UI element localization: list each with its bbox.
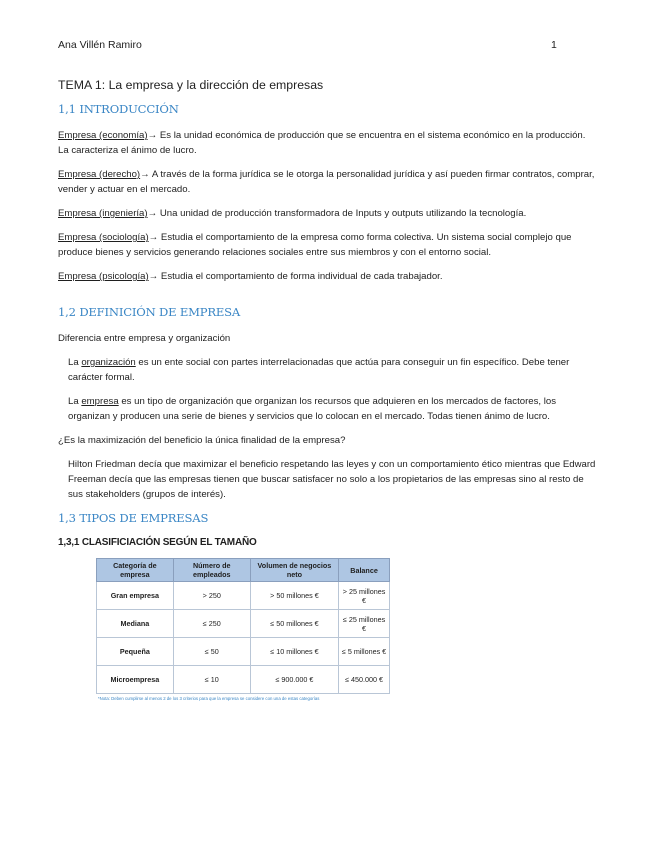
document-title: TEMA 1: La empresa y la dirección de empresas xyxy=(58,78,324,92)
spacer xyxy=(58,293,598,305)
section-heading-tipos: 1,3 TIPOS DE EMPRESAS xyxy=(58,511,209,525)
subsection-heading-tamano: 1,3,1 CLASIFICIACIÓN SEGÚN EL TAMAÑO xyxy=(58,537,257,548)
section-subtitle: Diferencia entre empresa y organización xyxy=(58,333,231,344)
table-cell: ≤ 450.000 € xyxy=(339,666,390,694)
definition-text: A través de la forma jurídica se le otorga la personalidad jurídica y así pueden firmar contratos, comprar, vender y actuar en el mercado. xyxy=(58,169,595,195)
table-header-cell: Número de empleados xyxy=(173,559,250,582)
paragraph-prefix: La xyxy=(68,396,82,407)
section-heading-introduccion: 1,1 INTRODUCCIÓN xyxy=(58,102,179,116)
definition-paragraph xyxy=(58,167,598,197)
definition-term: Empresa (economía) xyxy=(58,130,148,141)
table-cell: > 250 xyxy=(173,582,250,610)
arrow-glyph: → xyxy=(140,169,150,180)
definition-term: Empresa (sociología) xyxy=(58,232,149,243)
answer-paragraph: Hilton Friedman decía que maximizar el beneficio respetando las leyes y con un comportamiento ético mientras que Edward Freeman decía que las empresas tienen que buscar satisfacer no solo a los propietarios de las empresas sino al resto de sus stakeholders (grupos de interés). xyxy=(68,459,596,500)
definition-paragraph xyxy=(58,206,598,221)
question-paragraph: ¿Es la maximización del beneficio la única finalidad de la empresa? xyxy=(58,435,346,446)
table-cell-category: Microempresa xyxy=(97,666,174,694)
table-cell: ≤ 25 millones € xyxy=(339,610,390,638)
definition-term: Empresa (derecho) xyxy=(58,169,141,180)
arrow-glyph: → xyxy=(147,130,158,141)
organization-term: organización xyxy=(81,357,136,368)
organization-text: es un ente social con partes interrelacionadas que actúa para conseguir un fin específico. Debe tener carácter formal. xyxy=(68,357,570,383)
paragraph-prefix: La xyxy=(68,357,82,368)
definition-text: Estudia el comportamiento de la empresa como forma colectiva. Un sistema social complejo que produce bienes y servicios generando relaciones sociales entre sus miembros y con el entorno social. xyxy=(58,232,572,258)
header-author: Ana Villén Ramiro xyxy=(58,39,142,51)
table-row xyxy=(97,582,390,610)
table-cell: ≤ 5 millones € xyxy=(339,638,390,666)
company-paragraph xyxy=(68,394,598,424)
definition-text: Una unidad de producción transformadora de Inputs y outputs utilizando la tecnología. xyxy=(157,208,527,219)
table-row xyxy=(97,610,390,638)
table-header-cell: Balance xyxy=(339,559,390,582)
arrow-glyph: → xyxy=(148,271,159,282)
table-row xyxy=(97,666,390,694)
table-cell: ≤ 900.000 € xyxy=(250,666,338,694)
table-cell-category: Gran empresa xyxy=(97,582,174,610)
definition-paragraph xyxy=(58,269,598,284)
definition-term: Empresa (ingeniería) xyxy=(58,208,148,219)
table-cell: > 50 millones € xyxy=(250,582,338,610)
size-classification-table xyxy=(96,558,390,694)
table-cell-category: Pequeña xyxy=(97,638,174,666)
table-header-cell: Categoría de empresa xyxy=(97,559,174,582)
company-text: es un tipo de organización que organizan los recursos que adquieren en los mercados de factores, los organizan y producen una serie de bienes y servicios que lo colocan en el mercado. Todas tienen ánimo de lucro. xyxy=(68,396,556,422)
arrow-glyph: → xyxy=(147,208,158,219)
table-header-cell: Volumen de negocios neto xyxy=(250,559,338,582)
table-row xyxy=(97,638,390,666)
table-cell: ≤ 10 xyxy=(173,666,250,694)
arrow-glyph: → xyxy=(148,232,159,243)
company-term: empresa xyxy=(81,396,119,407)
table-cell: > 25 millones € xyxy=(339,582,390,610)
definition-term: Empresa (psicología) xyxy=(58,271,149,282)
document-body xyxy=(58,78,598,701)
table-cell: ≤ 10 millones € xyxy=(250,638,338,666)
organization-paragraph xyxy=(68,355,598,385)
header-page-number: 1 xyxy=(551,39,557,51)
definition-text: Estudia el comportamiento de forma individual de cada trabajador. xyxy=(158,271,443,282)
table-cell: ≤ 50 millones € xyxy=(250,610,338,638)
table-cell: ≤ 250 xyxy=(173,610,250,638)
definition-paragraph xyxy=(58,230,598,260)
table-footnote: *Nota: Deben cumplirse al menos 2 de los 3 criterios para que la empresa se considere con una de estas categorías xyxy=(98,696,320,701)
table-cell-category: Mediana xyxy=(97,610,174,638)
table-header-row xyxy=(97,559,390,582)
definition-text: Es la unidad económica de producción que se encuentra en el sistema económico en la producción. La caracteriza el ánimo de lucro. xyxy=(58,130,586,156)
section-heading-definicion: 1,2 DEFINICIÓN DE EMPRESA xyxy=(58,305,241,319)
table-cell: ≤ 50 xyxy=(173,638,250,666)
definition-paragraph xyxy=(58,128,598,158)
